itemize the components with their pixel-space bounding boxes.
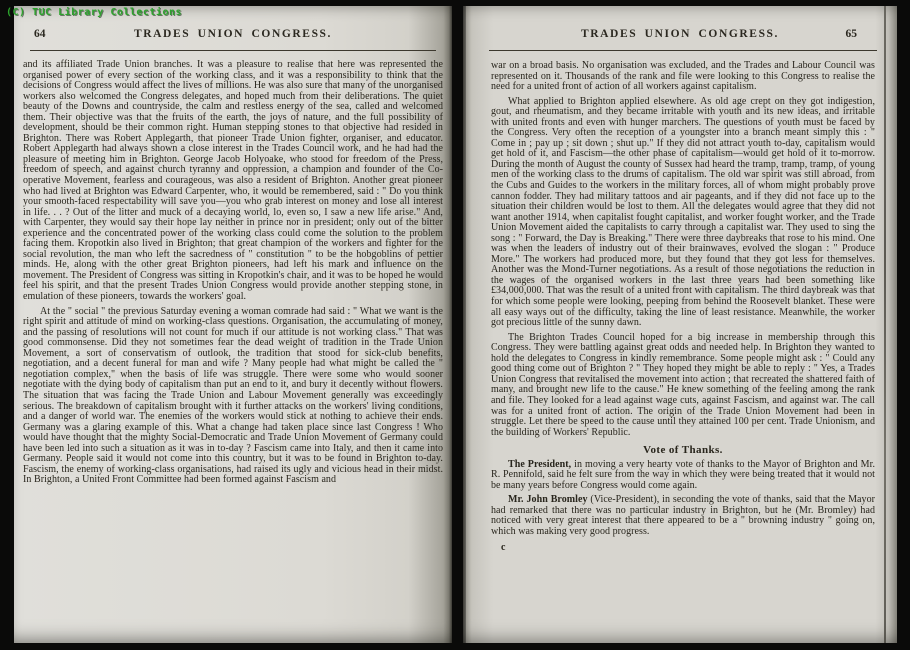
right-running-title: TRADES UNION CONGRESS. — [580, 28, 780, 40]
speaker-name: The President, — [508, 458, 572, 470]
speech-paragraph — [491, 495, 875, 537]
paragraph: war on a broad basis. No organisation was excluded, and the Trades and Labour Council was represented on it. Thousands of the rank and file were looking to this Congress to realise the need for a united front of action of all workers against capitalism. — [491, 60, 875, 93]
paragraph: What applied to Brighton applied elsewhere. As old age crept on they got indigestion, gout, and rheumatism, and they became irritable with youth and its new ideas, and irritable with united fronts and even with hunger marchers. The questions of youth must be faced by the Congress. Very often the reception of a youngster into a branch meant simply this : " Come in ; pay up ; sit down ; shut up." If they did not attract youth to-day, capitalism would get hold of it, and Fascism—the other phase of capitalism—would get hold of it to-morrow. During the month of August the county of Sussex had heard the tramp, tramp, tramp, of young men of the working class to the drums of capitalism. The old war spirit was still abroad, from the Cubs and Guides to the workers in the military forces, all of whom might probably prove cannon fodder. They had military tattoos and air pageants, and if they did not face up to the situation their children would be lost to them. All the delegates would agree that they did not want another 1914, when capitalist fought capitalist, and worker fought worker, and the Trade Union Movement aided the capitalists to carry through a capitalist war. They used to sing the song : " Forward, the Day is Breaking." There were three daybreaks that rose to his mind. One was when the leaders of industry out of their brainwaves, evolved the slogan : " Produce More." The workers had produced more, but they found that they got less for themselves. Another was the Mond-Turner negotiations. As a result of those negotiations the reduction in the wages of the organised workers in the last three years had been something like £34,000,000. That was the result of a united front with capitalism. The third daybreak was that for which some people were looking, peeping from behind the Roosevelt blanket. These were all easy ways out of the difficulty, taking the line of least resistance. Meanwhile, the worker got precious little of the sunny dawn. — [491, 95, 875, 329]
left-running-title: TRADES UNION CONGRESS. — [133, 28, 333, 40]
right-page-body — [463, 51, 897, 553]
speech-text: in moving a very hearty vote of thanks to the Mayor of Brighton and Mr. R. Pennifold, said he felt sure from the way in which they were being treated that it would not be many years before Congress would come again. — [491, 458, 875, 491]
left-page-header — [14, 28, 452, 48]
printer-signature-mark: c — [501, 541, 506, 553]
left-page-number: 64 — [34, 28, 46, 40]
paragraph: At the " social " the previous Saturday evening a woman comrade had said : " What we want is the right spirit and attitude of mind on working-class questions. Organisation, the accumulating of money, and the passing of resolutions will not count for much if our attitude is not working class." That was good commonsense. Did they not sometimes fear the dead weight of tradition in the Trade Union Movement, a sort of conservatism of outlook, the tradition that stood for sick-club benefits, negotiation, and a decent funeral for man and wife ? Many people had what might be called the " negotiation complex," when the basis of life was struggle. There were some who would sooner negotiate with the dying body of capitalism than put an end to it, and bury it decently without flowers. The situation that was facing the Trade Union and Labour Movement generally was exceedingly serious. The breakdown of capitalism brought with it further attacks on the workers' living conditions, and a danger of world war. The enemies of the workers would stick at nothing to achieve their ends. Germany was a glaring example of this. What a change had taken place since last Congress ! Who would have thought that the mighty Social-Democratic and Trade Union Movement of Germany could have been led into such a situation as it was in to-day ? Fascism came into Italy, and then it came into Germany. People said it would not come into this country, but it was to be found in Brighton to-day. Fascism, the enemy of working-class organisations, had raised its ugly and vicious head in their midst. In Brighton, a United Front Committee had been formed against Fascism and — [23, 305, 443, 486]
paragraph: The Brighton Trades Council hoped for a big increase in membership through this Congress. They were battling against great odds and needed help. In Brighton they wanted to hold the delegates to Congress in kindly remembrance. Some people might ask : " Could any good thing come out of Brighton ? " They hoped they might be able to reply : " Yes, a Trades Union Congress that revitalised the movement into action ; that recreated the shattered faith of many, and brought new life to the cause." He knew something of the feeling among the rank and file. They looked for a lead against wage cuts, against Fascism, and against war. The call was for a united front of action. The origin of the Trade Union Movement had been in struggle. Let there be speed to the cause until they attained 100 per cent. Trade Unionism, and the building of Workers' Republic. — [491, 331, 875, 438]
right-page-edge-shadow — [884, 6, 886, 643]
section-heading-vote-of-thanks: Vote of Thanks. — [643, 444, 723, 457]
paragraph: and its affiliated Trade Union branches. It was a pleasure to realise that here was represented the organised power of every section of the working class, and it was a responsibility to think that the decisions of Congress would affect the lives of millions. He was also sure that many of the unorganised workers also welcomed the Congress delegates, and hoped much from their deliberations. The quiet beauty of the Downs and countryside, the calm and restless energy of the sea, called and welcomed them. Their objective was that the fruits of the earth, the joys of nature, and the full possibility of development, should be their common right. Human stepping stones to that objective had resided in Brighton. There was Robert Applegarth, that pioneer Trade Union fighter, organiser, and educator. Robert Applegarth had always shown a close interest in the Trades Council work, and he had had the pleasure of meeting him in Brighton. George Jacob Holyoake, who stood for freedom of the Press, freedom of speech, and against church tyranny and oppression, a champion and founder of the Co-operative Movement, fearless and courageous, was also a resident of Brighton. Another great pioneer who had lived at Brighton was Edward Carpenter, who, it would be remembered, said : " Do you think your smooth-faced respectability will save you—you who grab interest on money and lose all interest in life. . . ? Out of the litter and muck of a decaying world, lo, even so, I saw a new life arise." And, with Carpenter, they would say their hope lay neither in prince nor in president; only out of the bitter experience and the concentrated power of the working class could come the solution to the problem facing them. Kropotkin also lived in Brighton; that great champion of the workers and fighter for the social revolution, the man who left the sacredness of " constitution " to be the hobgoblins of pettier minds. He, along with the other great Brighton pioneers, had left his mark and influence on the movement. The President of Congress was sitting in Kropotkin's chair, and it was to be hoped he would feel his spirit, and that the present Trades Union Congress would provide another stepping stone, in emulation of these pioneers, towards the workers' goal. — [23, 59, 443, 303]
library-watermark: (C) TUC Library Collections — [6, 7, 183, 18]
right-page-header — [463, 28, 897, 48]
right-page — [463, 6, 897, 643]
left-page-body — [14, 51, 452, 486]
speech-text: (Vice-President), in seconding the vote of thanks, said that the Mayor had remarked that there was no particular industry in Brighton, but he (Mr. Bromley) had noticed with very great interest that there appeared to be a " browning industry " going on, which was making very good progress. — [491, 494, 875, 537]
book-spine-shadow — [449, 0, 466, 650]
left-page — [14, 6, 452, 643]
speech-paragraph — [491, 460, 875, 492]
right-page-number: 65 — [845, 28, 857, 40]
speaker-name: Mr. John Bromley — [508, 494, 588, 506]
